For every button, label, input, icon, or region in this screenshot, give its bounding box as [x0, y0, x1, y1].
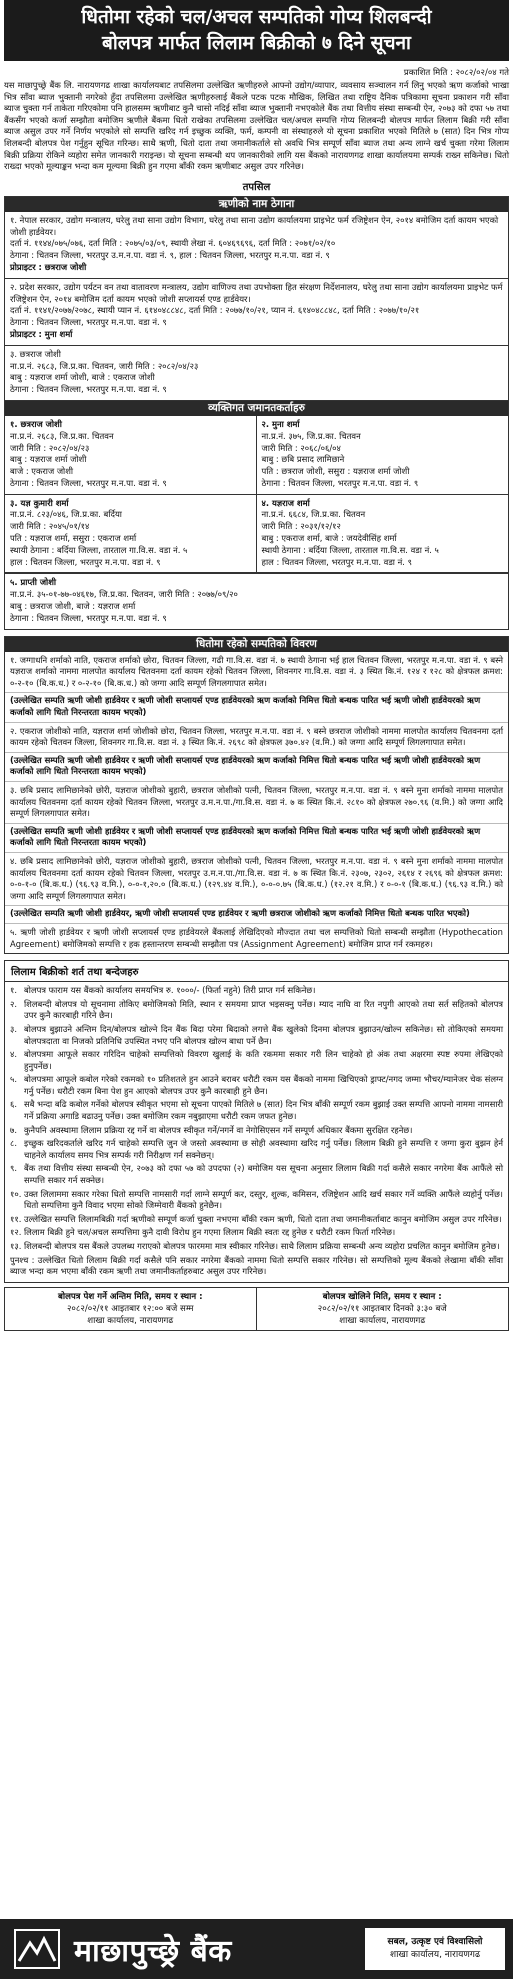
condition-number: ८.: [10, 1138, 18, 1149]
property-item: ५. ऋणी जोशी हार्डवेयर र ऋणी जोशी सप्लायर्स एण्ड हार्डवेयरले बैंकलाई लेखिदिएको मौज्दात तथा चल सम्पत्तिको धितो सम्बन्धी सम्झौता (Hypothecation Agreement) बमोजिमको सम्पत्ति र हक हस्तान्तरण सम्बन्धी सम्झौता पत्र (Assignment Agreement) बमोजिम प्राप्त गर्न रकमहरु।: [10, 926, 503, 949]
guarantor-item: [257, 495, 509, 574]
borrower-line: ना.प्र.नं. २६८३, जि.प्र.का. चितवन, जारी मिति : २०८२/०४/२३: [10, 360, 199, 371]
guarantor-detail: जारी मिति : २०४५/०१/१४: [10, 521, 90, 532]
condition-item: [5, 1124, 508, 1138]
guarantor-name: २. मुना शर्मा: [261, 418, 300, 429]
condition-text: लिलाम बिक्री हुने चल/अचल सम्पत्तिमा कुनै दावी विरोध हुन गएमा लिलाम बिक्री स्वतः रद्द हुनेछ र धरौटी रकम फिर्ता गरिनेछ।: [24, 1227, 396, 1238]
property-note: (उल्लेखित सम्पति ऋणी जोशी हार्डवेयर र ऋणी जोशी सप्लायर्स एण्ड हार्डवेयरको ऋण कर्जाको निमित्त धितो बन्धक पारित भई ऋणी जोशी हार्डवेयरको ऋण कर्जाको लागि धितो निरन्तरता कायम भएको): [5, 692, 508, 722]
condition-number: ६.: [10, 1099, 18, 1110]
condition-item: [5, 998, 508, 1023]
borrower-proprietor: प्रोप्राइटर : छत्रराज जोशी: [10, 261, 87, 272]
submission-deadline-place: शाखा कार्यालय, नारायणगढ: [87, 1315, 174, 1326]
opening-schedule-title: बोलपत्र खोलिने मिति, समय र स्थान :: [322, 1291, 442, 1302]
condition-text: उक्त लिलाममा सकार गरेका धितो सम्पत्ति नामसारी गर्दा लाग्ने सम्पूर्ण कर, दस्तुर, शुल्क, कमिसन, रजिष्ट्रेशन आदि खर्च सकार गर्ने व्यक्ति आफैंले व्यहोर्नु पर्नेछ। धितो सम्पत्तिमा कुनै विवाद भएमा सोको जिम्मेवारी बैंकको हुनेछैन।: [24, 1188, 503, 1211]
guarantor-name: ५. प्राप्ती जोशी: [10, 577, 57, 588]
condition-item: [5, 1162, 508, 1187]
guarantor-detail: ना.प्र.नं. ६६८४, जि.प्र.का. चितवन: [261, 509, 366, 520]
submission-deadline-title: बोलपत्र पेश गर्ने अन्तिम मिति, समय र स्थान :: [57, 1291, 203, 1302]
borrower-line: १. नेपाल सरकार, उद्योग मन्त्रालय, घरेलु तथा साना उद्योग विभाग, घरेलु तथा साना उद्योग कार्यालयमा प्राइभेट फर्म रजिष्ट्रेशन ऐन, २०१४ बमोजिम दर्ता कायम भएको जोशी हार्डवेयर।: [10, 214, 499, 237]
property-section: [4, 636, 509, 954]
borrower-section: [4, 196, 509, 401]
condition-item: [5, 1098, 508, 1123]
guarantor-detail: ठेगाना : चितवन जिल्ला, भरतपुर म.न.पा. वडा नं. ९: [261, 477, 419, 488]
borrower-entry: [5, 346, 508, 400]
guarantor-detail: बाबु : छबि प्रसाद लामिछाने: [261, 454, 345, 465]
mountain-logo-icon: [14, 1929, 60, 1969]
bank-name: माछापुच्छ्रे बैंक: [74, 1933, 232, 1969]
guarantor-detail: ना.प्र.नं. ८२३/०४६, जि.प्र.का. बर्दिया: [10, 509, 122, 520]
condition-text: बोलपत्र फाराम यस बैंकको कार्यालय समयभित्र रु. १०००/- (फिर्ता नहुने) तिरी प्राप्त गर्न सकिनेछ।: [24, 985, 316, 996]
opening-schedule-place: शाखा कार्यालय, नारायणगढ: [339, 1315, 426, 1326]
property-item: १. जग्गाधनि शर्माको नाति, एकराज शर्माको छोरा, चितवन जिल्ला, गढी गा.वि.स. वडा नं. ७ स्थायी ठेगाना भई हाल चितवन जिल्ला, भरतपुर म.न.पा. वडा नं. ९ बस्ने यज्ञराज शर्माको नाममा मालपोत कार्यालय चितवनमा दर्ता कायम रहेको चितवन जिल्ला, शिवनगर गा.वि.स. वडा नं. ३ स्थित कि.नं. १२४ र १२८ को क्षेत्रफल क्रमश: ०-२-१० (बि.क.ध.) र ०-२-१० (बि.क.ध.) को जग्गा आदि सम्पूर्ण लिगलगापात समेत।: [10, 654, 503, 688]
condition-text: बोलपत्रमा आफूले कबोल गरेको रकमको १० प्रतिशतले हुन आउने बराबर धरौटी रकम यस बैंकको नाममा खिचिएको ड्राफ्ट/नगद जम्मा भौचर/म्यानेजर चेक संलग्न गर्नु पर्नेछ। धरौटी रकम बिना पेश हुन आएको बोलपत्र उपर कुनै कारबाही हुने छैन।: [24, 1074, 503, 1096]
borrower-proprietor: प्रोप्राइटर : मुना शर्मा: [10, 328, 73, 339]
condition-text: बोलपत्र बुझाउने अन्तिम दिन/बोलपत्र खोल्ने दिन बैंक बिदा परेमा बिदाको लगत्ते बैंक खुलेको दिनमा बोलपत्र बुझाउन/खोल्न सकिनेछ। सो तोकिएको समयमा बोलपत्रदाता वा निजको प्रतिनिधि उपस्थित नभए पनि बोलपत्र खोल्न बाधा पर्ने छैन।: [24, 1023, 503, 1046]
conditions-list: [5, 984, 508, 1253]
guarantor-detail: ना.प्र.नं. २६८३, जि.प्र.का. चितवन: [10, 430, 114, 441]
borrower-line: ठेगाना : चितवन जिल्ला, भरतपुर म.न.पा. वडा नं. ९: [10, 384, 167, 395]
borrower-line: बाबु : यज्ञराज शर्मा जोशी, बाजे : एकराज जोशी: [10, 372, 155, 383]
guarantor-detail: जारी मिति : २०३१/१२/१२: [261, 521, 341, 532]
borrower-entry: [5, 212, 508, 279]
borrower-section-heading: ऋणीको नाम ठेगाना: [5, 197, 508, 212]
property-note: (उल्लेखित सम्पति ऋणी जोशी हार्डवेयर, ऋणी जोशी सप्लायर्स एण्ड हार्डवेयर र ऋणी छत्रराज जोशीको ऋण कर्जाको निमित्त धितो बन्धक पारित भएको): [5, 905, 508, 924]
condition-item: [5, 1226, 508, 1240]
conditions-section: [4, 982, 509, 1283]
condition-text: उल्लेखित सम्पत्ति लिलामबिक्री गर्दा ऋणीको सम्पूर्ण कर्जा चुक्ता नभएमा बाँकी रकम ऋणी, धितो दाता तथा जमानीकर्ताबाट कानुन बमोजिम असुल उपर गरिनेछ।: [24, 1213, 502, 1224]
guarantor-detail: बाबु : छत्रराज जोशी, बाजे : यज्ञराज शर्मा: [10, 601, 136, 612]
guarantor-detail: स्थायी ठेगाना : बर्दिया जिल्ला, तारताल गा.वि.स. वडा नं. ५: [261, 544, 439, 555]
condition-number: ११.: [10, 1213, 22, 1224]
conditions-heading: लिलाम बिक्रीको शर्त तथा बन्देजहरु: [4, 960, 509, 982]
condition-item: [5, 1137, 508, 1162]
guarantor-detail: ठेगाना : चितवन जिल्ला, भरतपुर म.न.पा. वडा नं. ९: [10, 612, 167, 623]
tagline-box: [365, 1928, 505, 1970]
publish-date: प्रकाशित मिति : २०८२/०२/०४ गते: [403, 68, 509, 78]
intro-paragraph: यस माछापुच्छ्रे बैंक लि. नारायणगढ शाखा कार्यालयबाट तपसिलमा उल्लेखित ऋणीहरुले आफ्नो उद्योग/व्यापार, व्यवसाय सञ्चालन गर्न लिनु भएको ऋण कर्जाको भाखा भित्र साँवा ब्याज भुक्तानी नगरेको हुँदा तपसिलमा उल्लेखित ऋणीहरुलाई बैंकले पटक पटक मौखिक, लिखित तथा राष्ट्रिय दैनिक पत्रिकामा सूचना प्रकाशन गरी साँवा ब्याज चुक्ता गर्न ताकेता गरिएकोमा पनि हालसम्म ऋणीबाट कुनै चासो नदिई साँवा ब्याज भुक्तानी नभएकोले बैंक तथा वित्तीय संस्था सम्बन्धी ऐन, २०७३ को दफा ५७ तथा बैंकसँग भएको कर्जा सम्झौता बमोजिम ऋणीले बैंकमा धितो राखेका तपसिलमा उल्लेखित चल/अचल सम्पत्ति गोप्य शिलबन्दी बोलपत्र मार्फत लिलाम बिक्री गरी साँवा ब्याज असुल उपर गर्ने निर्णय भएकोले सो सम्पत्ति खरिद गर्न इच्छुक व्यक्ति, फर्म, कम्पनी वा संस्थाहरुले यो सूचना प्रकाशित भएको मितिले ७ (सात) दिन भित्र गोप्य शिलबन्दी बोलपत्र पेश गर्नुहुन सूचित गरिन्छ। साथै ऋणी, धितो दाता तथा जमानीकर्ताले सो अवधि भित्र सम्पूर्ण साँवा ब्याज तथा अन्य लाग्ने खर्च चुक्ता गरेमा लिलाम बिक्री प्रक्रिया रोकिने व्यहोरा समेत जानकारी गराइन्छ। यो सूचना सम्बन्धी थप जानकारीको लागि यस बैंकको नारायणगढ शाखा कार्यालयमा सम्पर्क राख्न सकिनेछ। धितो राख्दा भएको मूल्याङ्कन भन्दा कम मूल्यमा बिक्री हुन गएमा बाँकी रकम ऋणीबाट असुल उपर गरिनेछ।: [4, 80, 509, 172]
property-item: २. एकराज जोशीको नाति, यज्ञराज शर्मा जोशीको छोरा, चितवन जिल्ला, भरतपुर म.न.पा. वडा नं. ९ बस्ने छत्रराज जोशीको नाममा मालपोत कार्यालय चितवनमा दर्ता कायम रहेको चितवन जिल्ला, शिवनगर गा.वि.स. वडा नं. ३ स्थित कि.नं. २६९८ को क्षेत्रफल ३७०.४२ (व.मि.) को जग्गा आदि सम्पूर्ण लिगलगापात समेत।: [10, 725, 503, 748]
conditions-postscript: [5, 1254, 508, 1279]
submission-deadline: [5, 1288, 257, 1330]
guarantor-item: [257, 416, 509, 495]
borrower-entry: [5, 279, 508, 346]
condition-text: शिलबन्दी बोलपत्र यस बैंकले उपलब्ध गराएको बोलपत्र फारममा मात्र स्वीकार गरिनेछ। साथै लिलाम प्रक्रिया सम्बन्धी अन्य व्यहोरा प्रचलित कानुन बमोजिम हुनेछ।: [24, 1241, 500, 1251]
guarantor-detail: बाबु : एकराज शर्मा, बाजे : जयदेवीसिंह शर्मा: [261, 533, 397, 544]
opening-schedule: [257, 1288, 509, 1330]
guarantor-detail: स्थायी ठेगाना : बर्दिया जिल्ला, तारताल गा.वि.स. वडा नं. ५: [10, 544, 188, 555]
guarantor-item: [5, 495, 257, 574]
property-note: (उल्लेखित सम्पति ऋणी जोशी हार्डवेयर र ऋणी जोशी सप्लायर्स एण्ड हार्डवेयरको ऋण कर्जाको निमित्त धितो बन्धक पारित भई ऋणी जोशी हार्डवेयरको ऋण कर्जाको लागि धितो निरन्तरता कायम भएको): [5, 823, 508, 853]
notice-title: [4, 0, 509, 61]
deadline-table: [4, 1287, 509, 1331]
guarantor-section-heading: व्यक्तिगत जमानतकर्ताहरु: [5, 401, 508, 416]
guarantor-name: ३. यज्ञ कुमारी शर्मा: [10, 497, 69, 508]
property-list: [5, 652, 508, 953]
guarantor-detail: ना.प्र.नं. ३७५, जि.प्र.का. चितवन: [261, 430, 361, 441]
borrower-line: ठेगाना : चितवन जिल्ला, भरतपुर म.न.पा. वडा नं. ९: [10, 317, 167, 328]
guarantor-detail: हाल : चितवन जिल्ला, भरतपुर म.न.पा. वडा नं. ९: [261, 556, 412, 567]
condition-number: २.: [10, 998, 18, 1009]
borrower-line: २. प्रदेश सरकार, उद्योग पर्यटन वन तथा वातावरण मन्त्रालय, उद्योग वाणिज्य तथा उपभोक्ता हित संरक्षण निर्देशनालय, घरेलु तथा साना उद्योग कार्यालयमा प्राइभेट फर्म रजिष्ट्रेशन ऐन, २०१४ बमोजिम दर्ता कायम भएको जोशी सप्लायर्स एण्ड हार्डवेयर।: [10, 281, 503, 304]
condition-number: ४.: [10, 1049, 18, 1060]
property-item: ४. छबि प्रसाद लामिछानेको छोरी, यज्ञराज जोशीको बुहारी, छत्रराज जोशीको पत्नी, चितवन जिल्ला, भरतपुर म.न.पा. वडा नं. ९ बस्ने मुना शर्माको नाममा मालपोत कार्यालय चितवनमा दर्ता कायम रहेको चितवन जिल्ला, भरतपुर उ.म.न.पा./गा.वि.स. वडा नं. ७ क स्थित कि.नं. २३०७, २३०२, २६१४ र २६९६ को क्षेत्रफल क्रमश: ०-०-१-० (बि.क.ध.) (९६.९३ व.मि.), ०-०-१,२०.० (बि.क.ध.) (१२९.४४ व.मि.), ०-०-०.७५ (बि.क.ध.) (१२.२१ व.मि.) र ०-०-१ (बि.क.ध.) (९६.९३ व.मि.) को जग्गा आदि सम्पूर्ण लिगलगापात समेत।: [10, 855, 503, 901]
guarantor-detail: ठेगाना : चितवन जिल्ला, भरतपुर म.न.पा. वडा नं. ९: [10, 477, 167, 488]
condition-item: [5, 1240, 508, 1254]
opening-schedule-value: २०८२/०२/११ आइतबार दिनको ३:३० बजे: [317, 1303, 447, 1314]
condition-text: शिलबन्दी बोलपत्र यो सूचनामा तोकिए बमोजिमको मिति, स्थान र समयमा प्राप्त भइसक्नु पर्नेछ। म्याद नाघि वा रित नपुगी आएको तथा सर्त सहितको बोलपत्र उपर कुनै कारबाही गरिने छैन।: [24, 998, 503, 1021]
guarantor-detail: पति : यज्ञराज शर्मा, ससुरा : एकराज शर्मा: [10, 533, 137, 544]
borrower-line: ३. छत्रराज जोशी: [10, 348, 61, 359]
guarantor-detail: हाल : चितवन जिल्ला, भरतपुर म.न.पा. वडा नं. ९: [10, 556, 161, 567]
borrower-line: दर्ता नं. ११४४/०७५/०७६, दर्ता मिति : २०७५/०३/०९, स्थायी लेखा नं. ६०४६९६९६, दर्ता मिति : २०७१/०२/१०: [10, 238, 336, 249]
postscript-text: पुनश्च : उल्लेखित धितो लिलाम बिक्री गर्दा कसैले पनि सकार नगरेमा बैंकको नाममा धितो सम्पत्ति सकार गरिनेछ। सो सम्पत्तिको मूल्य बैंकको लेखामा बाँकी साँवा ब्याज भन्दा कम भएमा बाँकी रकम ऋणी तथा जमानीकर्ताहरुबाट असुल उपर गरिनेछ।: [10, 1254, 503, 1277]
borrower-list: [5, 212, 508, 400]
title-line-1: धितोमा रहेको चल/अचल सम्पतिको गोप्य शिलबन्दी: [81, 6, 432, 28]
condition-number: १०.: [10, 1188, 22, 1199]
condition-item: [5, 1023, 508, 1048]
property-note: (उल्लेखित सम्पति ऋणी जोशी हार्डवेयर र ऋणी जोशी सप्लायर्स एण्ड हार्डवेयरको ऋण कर्जाको निमित्त धितो बन्धक पारित भई ऋणी जोशी हार्डवेयरको ऋण कर्जाको लागि धितो निरन्तरता कायम भएको): [5, 752, 508, 782]
borrower-line: ठेगाना : चितवन जिल्ला, भरतपुर उ.म.न.पा. वडा नं. ९, हाल : चितवन जिल्ला, भरतपुर म.न.पा. वडा नं. ९: [10, 250, 330, 261]
guarantor-detail: बाबु : यज्ञराज शर्मा जोशी: [10, 454, 87, 465]
condition-number: १३.: [10, 1241, 22, 1251]
condition-text: बोलपत्रमा आफूले सकार गरिदिन चाहेको सम्पत्तिको विवरण खुलाई के कति रकममा सकार गरी लिन चाहेको हो अंक तथा अक्षरमा स्पष्ट रुपमा लेखिएको हुनुपर्नेछ।: [24, 1049, 503, 1071]
condition-number: ३.: [10, 1023, 18, 1034]
guarantor-detail: बाजे : एकराज जोशी: [10, 466, 74, 477]
property-item: ३. छबि प्रसाद लामिछानेको छोरी, यज्ञराज जोशीको बुहारी, छत्रराज जोशीको पत्नी, चितवन जिल्ला, भरतपुर म.न.पा. वडा नं. ९ बस्ने मुना शर्माको नाममा मालपोत कार्यालय चितवनमा दर्ता कायम रहेको चितवन जिल्ला, भरतपुर उ.म.न.पा./गा.वि.स. वडा नं. ७ क स्थित कि.नं. २८१० को क्षेत्रफल २७०.९६ (व.मि.) को जग्गा आदि सम्पूर्ण लिगलगापात समेत।: [10, 785, 503, 819]
branch-name: शाखा कार्यालय, नारायणगढ: [389, 1950, 481, 1960]
guarantor-detail: जारी मिति : २०८२/०४/२३: [10, 442, 90, 453]
condition-number: ७.: [10, 1124, 18, 1135]
guarantor-name: १. छत्रराज जोशी: [10, 418, 62, 429]
guarantor-grid: [5, 416, 508, 574]
condition-item: [5, 1213, 508, 1227]
condition-number: ५.: [10, 1074, 18, 1085]
guarantor-item: [5, 573, 508, 628]
condition-number: ९.: [10, 1163, 18, 1174]
condition-item: [5, 1188, 508, 1213]
condition-text: सबै भन्दा बढि कबोल गर्नेको बोलपत्र स्वीकृत भएमा सो सूचना पाएको मितिले ७ (सात) दिन भित्र बाँकी सम्पूर्ण रकम बुझाई उक्त सम्पत्ति आफ्नो नाममा नामसारी गर्ने प्रक्रिया अगाडि बढाउनु पर्नेछ। उक्त बमोजिम रकम नबुझाएमा धरौटी रकम जफत हुनेछ।: [24, 1099, 503, 1122]
bank-footer: [0, 1919, 513, 1979]
guarantor-section: [4, 400, 509, 630]
guarantor-detail: ना.प्र.नं. ३५-०१-७७-०४६१७, जि.प्र.का. चितवन, जारी मिति : २०७७/०९/२०: [10, 589, 238, 600]
condition-text: बैंक तथा वित्तीय संस्था सम्बन्धी ऐन, २०७३ को दफा ५७ को उपदफा (२) बमोजिम यस सूचना अनुसार लिलाम बिक्री गर्दा कसैले सकार नगरेमा बैंक आफैंले सो सम्पत्ति सकार गर्न सक्नेछ।: [24, 1163, 503, 1186]
condition-item: [5, 984, 508, 998]
submission-deadline-value: २०८२/०२/११ आइतबार १२:०० बजे सम्म: [66, 1303, 194, 1314]
title-line-2: बोलपत्र मार्फत लिलाम बिक्रीको ७ दिने सूचना: [102, 32, 411, 54]
particulars-label: तपसिल: [242, 181, 271, 193]
guarantor-detail: जारी मिति : २०६८/०६/०४: [261, 442, 341, 453]
borrower-line: दर्ता नं. ११४१/२०७७/२०७८, स्थायी प्यान नं. ६१४०४८८४८, दर्ता मिति : २०७७/१०/२१, प्यान नं. ६१४०४८८४८, दर्ता मिति : २०७७/१०/२१: [10, 305, 420, 316]
guarantor-detail: पति : छत्रराज जोशी, ससुरा : यज्ञराज शर्मा जोशी: [261, 466, 410, 477]
guarantor-item: [5, 416, 257, 495]
condition-text: इच्छुक खरिदकर्ताले खरिद गर्न चाहेको सम्पत्ति जुन जे जस्तो अवस्थामा छ सोही अवस्थामा खरिद गर्नु पर्नेछ। लिलाम बिक्री हुने सम्पत्ति र जग्गा कुरा बुझन हेर्न चाहनेले कार्यालय समय भित्र सम्पर्क गरी निरीक्षण गर्न सक्नेछन्।: [24, 1138, 503, 1160]
bank-tagline: सबल, उत्कृष्ट एवं विश्वासिलो: [387, 1937, 483, 1947]
condition-number: १२.: [10, 1227, 22, 1238]
guarantor-name: ४. यज्ञराज शर्मा: [261, 497, 310, 508]
condition-item: [5, 1048, 508, 1073]
property-section-heading: धितोमा रहेको सम्पतिको विवरण: [5, 637, 508, 652]
condition-number: १.: [10, 985, 18, 996]
condition-item: [5, 1073, 508, 1098]
condition-text: कुनैपनि अवस्थामा लिलाम प्रक्रिया रद्द गर्ने वा बोलपत्र स्वीकृत गर्ने/नगर्ने वा नेगोसिएसन गर्ने सम्पूर्ण अधिकार बैंकमा सुरक्षित रहनेछ।: [24, 1124, 413, 1135]
